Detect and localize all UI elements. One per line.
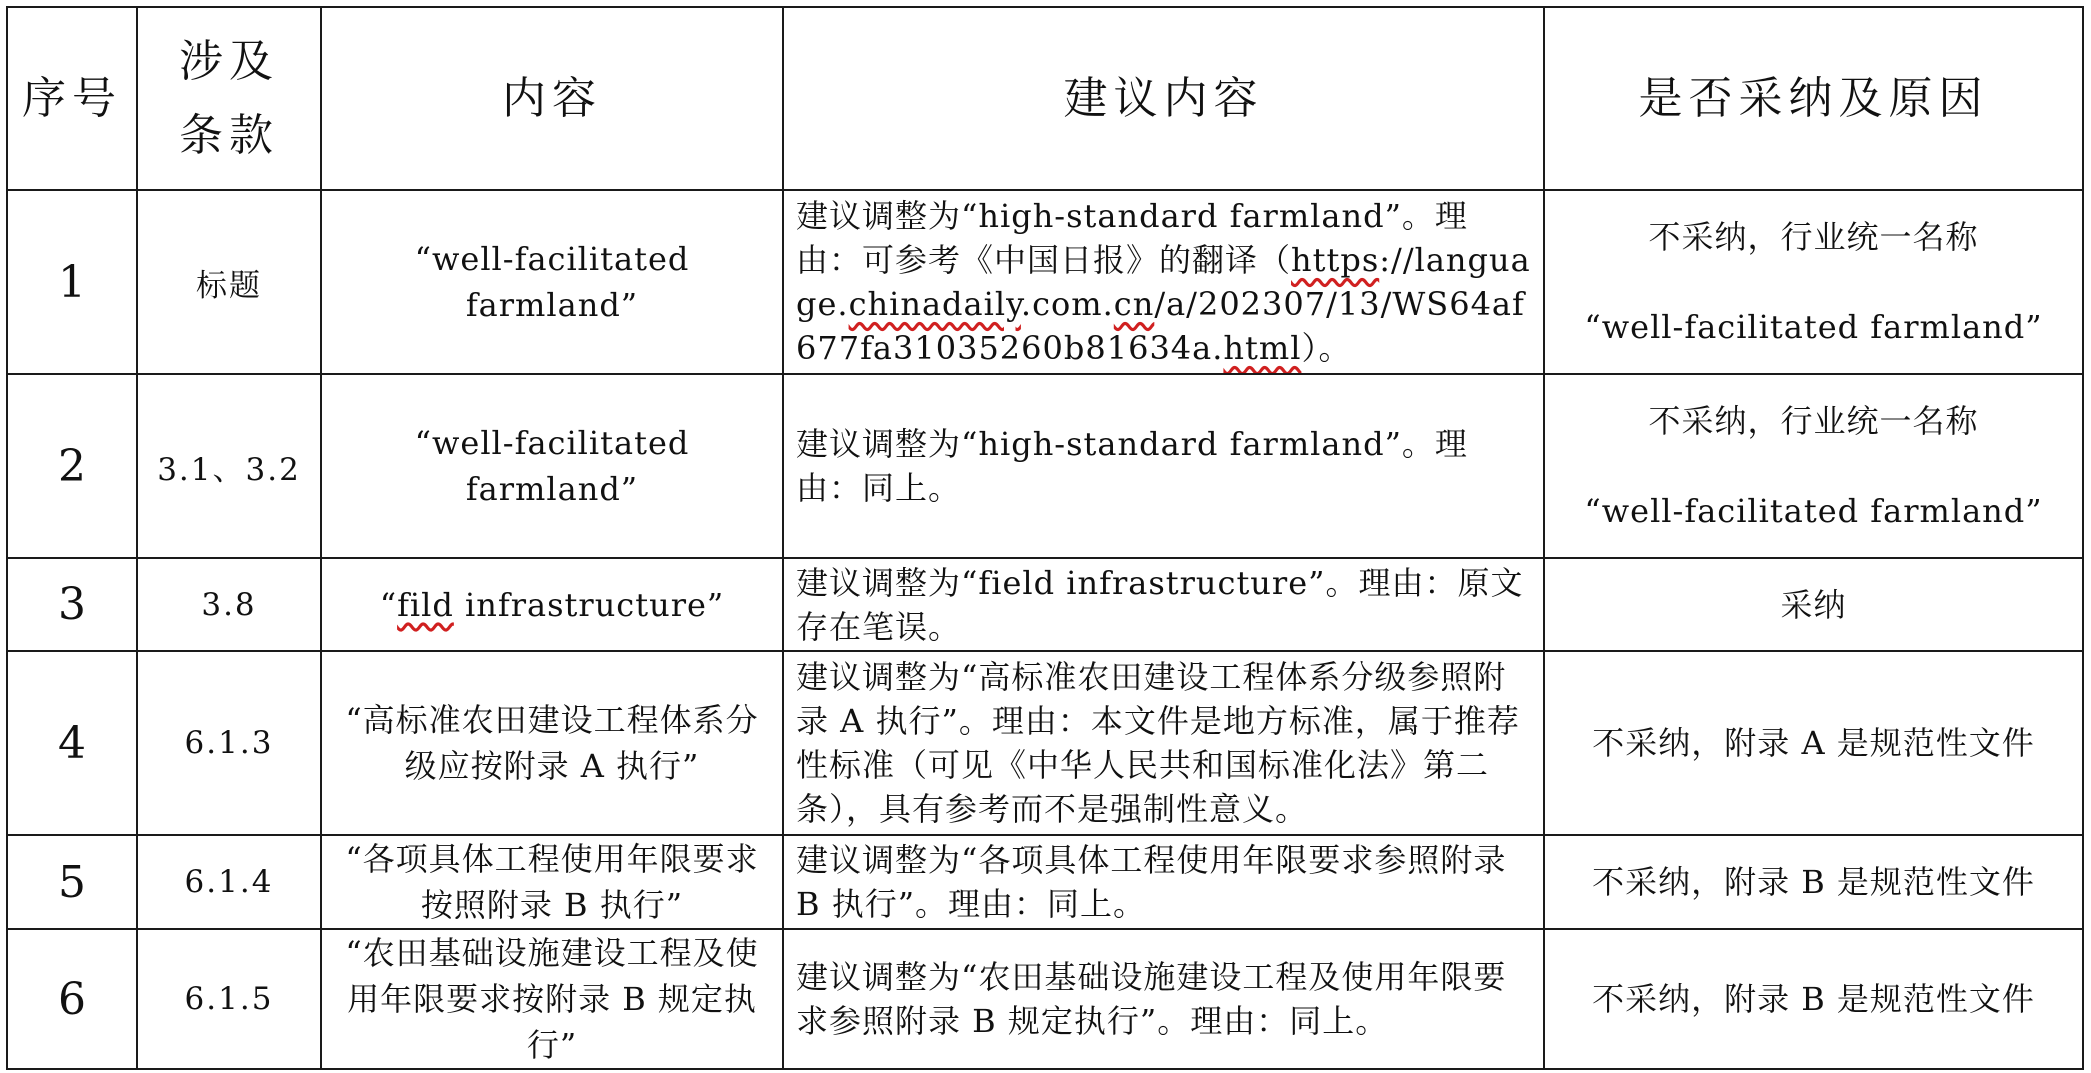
suggestion-text-c: .com. <box>1020 285 1114 323</box>
suggestion-url-html: html <box>1223 329 1302 367</box>
row-adoption <box>1544 374 2083 558</box>
table-row <box>7 835 2083 929</box>
content-quote-open: “ <box>379 585 398 624</box>
row-adoption-line1: 不采纳，行业统一名称 <box>1648 218 1979 256</box>
row-num: 2 <box>7 374 137 558</box>
row-num: 3 <box>7 558 137 651</box>
row-adoption <box>1544 190 2083 374</box>
header-clause-line1: 涉及 <box>179 35 279 87</box>
feedback-table <box>6 6 2084 1070</box>
row-clause: 标题 <box>137 190 321 374</box>
content-rest: infrastructure” <box>453 585 725 624</box>
row-adoption: 采纳 <box>1544 558 2083 651</box>
suggestion-url-cn: cn <box>1113 285 1155 323</box>
row-clause: 3.8 <box>137 558 321 651</box>
table-row <box>7 929 2083 1069</box>
row-content-line2: farmland” <box>465 470 639 508</box>
row-content: “各项具体工程使用年限要求按照附录 B 执行” <box>321 835 783 929</box>
table-row <box>7 558 2083 651</box>
table-row <box>7 190 2083 374</box>
table-row <box>7 651 2083 835</box>
row-content: “高标准农田建设工程体系分级应按附录 A 执行” <box>321 651 783 835</box>
table-header-row <box>7 7 2083 190</box>
row-suggestion: 建议调整为“农田基础设施建设工程及使用年限要求参照附录 B 规定执行”。理由：同上。 <box>783 929 1544 1069</box>
suggestion-text-d: /a/202307/13/WS64af677fa31035260b81634a. <box>796 285 1525 367</box>
row-adoption-line2: “well-facilitated farmland” <box>1584 308 2043 346</box>
row-content <box>321 190 783 374</box>
row-content-line1: “well-facilitated <box>414 424 690 462</box>
row-content-line2: farmland” <box>465 286 639 324</box>
row-content <box>321 374 783 558</box>
row-suggestion: 建议调整为“高标准农田建设工程体系分级参照附录 A 执行”。理由：本文件是地方标准，属于推荐性标准（可见《中华人民共和国标准化法》第二条），具有参考而不是强制性意义。 <box>783 651 1544 835</box>
row-adoption: 不采纳，附录 B 是规范性文件 <box>1544 929 2083 1069</box>
row-suggestion: 建议调整为“high-standard farmland”。理由：同上。 <box>783 374 1544 558</box>
row-adoption: 不采纳，附录 A 是规范性文件 <box>1544 651 2083 835</box>
header-clause-line2: 条款 <box>179 109 279 161</box>
header-num: 序号 <box>7 7 137 190</box>
row-suggestion: 建议调整为“各项具体工程使用年限要求参照附录 B 执行”。理由：同上。 <box>783 835 1544 929</box>
row-clause: 6.1.5 <box>137 929 321 1069</box>
suggestion-url-https: https <box>1291 241 1380 279</box>
row-num: 1 <box>7 190 137 374</box>
row-content <box>321 558 783 651</box>
content-typo-word: fild <box>397 585 454 624</box>
row-clause: 3.1、3.2 <box>137 374 321 558</box>
suggestion-url-chinadaily: chinadaily <box>848 285 1021 323</box>
suggestion-text-e: ）。 <box>1301 329 1352 367</box>
row-num: 6 <box>7 929 137 1069</box>
row-adoption: 不采纳，附录 B 是规范性文件 <box>1544 835 2083 929</box>
header-suggestion: 建议内容 <box>783 7 1544 190</box>
row-content: “农田基础设施建设工程及使用年限要求按附录 B 规定执行” <box>321 929 783 1069</box>
table-row <box>7 374 2083 558</box>
suggestion-text-b: ://language. <box>796 241 1531 323</box>
row-adoption-line1: 不采纳，行业统一名称 <box>1648 402 1979 440</box>
row-content-line1: “well-facilitated <box>414 240 690 278</box>
row-suggestion <box>783 190 1544 374</box>
row-suggestion: 建议调整为“field infrastructure”。理由：原文存在笔误。 <box>783 558 1544 651</box>
row-num: 4 <box>7 651 137 835</box>
suggestion-text-a: 建议调整为“high-standard farmland”。理由：可参考《中国日报》的翻译（ <box>796 197 1468 279</box>
header-content: 内容 <box>321 7 783 190</box>
row-clause: 6.1.3 <box>137 651 321 835</box>
row-adoption-line2: “well-facilitated farmland” <box>1584 492 2043 530</box>
row-num: 5 <box>7 835 137 929</box>
header-adoption: 是否采纳及原因 <box>1544 7 2083 190</box>
header-clause <box>137 7 321 190</box>
row-clause: 6.1.4 <box>137 835 321 929</box>
